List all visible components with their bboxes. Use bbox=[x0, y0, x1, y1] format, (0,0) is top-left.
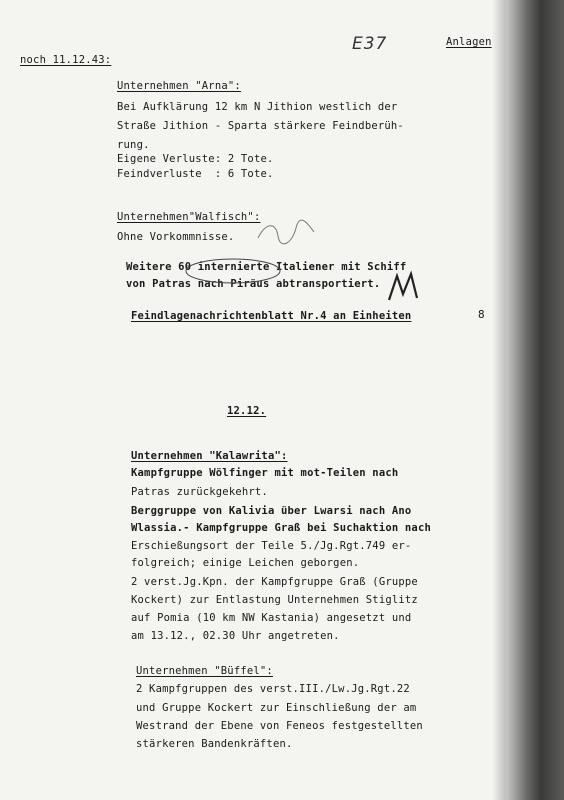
text-line: Patras zurückgekehrt. bbox=[131, 486, 268, 498]
text-line: rung. bbox=[117, 139, 150, 151]
handwritten-scribble bbox=[385, 270, 425, 306]
text-line: 2 Kampfgruppen des verst.III./Lw.Jg.Rgt.22 bbox=[136, 683, 410, 695]
text-line: Kockert) zur Entlastung Unternehmen Stiglitz bbox=[131, 594, 418, 606]
text-line: von Patras nach Piräus abtransportiert. bbox=[126, 278, 381, 290]
scan-shadow bbox=[492, 0, 506, 800]
operation-heading: Unternehmen "Kalawrita": bbox=[131, 450, 288, 462]
operation-heading: Unternehmen"Walfisch": bbox=[117, 211, 261, 223]
scan-edge bbox=[506, 0, 564, 800]
text-line: Straße Jithion - Sparta stärkere Feindberüh- bbox=[117, 120, 404, 132]
operation-heading: Unternehmen "Arna": bbox=[117, 80, 241, 92]
margin-number: 8 bbox=[478, 308, 485, 321]
text-line: Bei Aufklärung 12 km N Jithion westlich der bbox=[117, 101, 398, 113]
text-line: auf Pomia (10 km NW Kastania) angesetzt und bbox=[131, 612, 412, 624]
handwritten-scribble bbox=[256, 218, 316, 248]
date-heading: 12.12. bbox=[227, 405, 267, 417]
text-line: Ohne Vorkommnisse. bbox=[117, 231, 235, 243]
text-line: folgreich; einige Leichen geborgen. bbox=[131, 557, 360, 569]
text-line: Eigene Verluste: 2 Tote. bbox=[117, 153, 274, 165]
text-line: Weitere 60 internierte Italiener mit Schiff bbox=[126, 261, 407, 273]
text-line: Wlassia.- Kampfgruppe Graß bei Suchaktion nach bbox=[131, 522, 431, 534]
text-line: stärkeren Bandenkräften. bbox=[136, 738, 293, 750]
text-line: Kampfgruppe Wölfinger mit mot-Teilen nach bbox=[131, 467, 399, 479]
text-line: am 13.12., 02.30 Uhr angetreten. bbox=[131, 630, 340, 642]
text-line: Berggruppe von Kalivia über Lwarsi nach Ano bbox=[131, 505, 412, 517]
handwritten-stamp: E37 bbox=[352, 34, 388, 54]
operation-heading: Unternehmen "Büffel": bbox=[136, 665, 273, 677]
header-annex-label: Anlagen bbox=[446, 36, 492, 48]
handwritten-circle-mark bbox=[183, 256, 283, 286]
text-line: Erschießungsort der Teile 5./Jg.Rgt.749 er- bbox=[131, 540, 412, 552]
text-line: Feindlagenachrichtenblatt Nr.4 an Einheiten bbox=[131, 310, 412, 322]
text-line: 2 verst.Jg.Kpn. der Kampfgruppe Graß (Gruppe bbox=[131, 576, 418, 588]
text-line: und Gruppe Kockert zur Einschließung der am bbox=[136, 702, 417, 714]
text-line: Feindverluste : 6 Tote. bbox=[117, 168, 274, 180]
header-date: noch 11.12.43: bbox=[20, 54, 112, 66]
text-line: Westrand der Ebene von Feneos festgestellten bbox=[136, 720, 423, 732]
